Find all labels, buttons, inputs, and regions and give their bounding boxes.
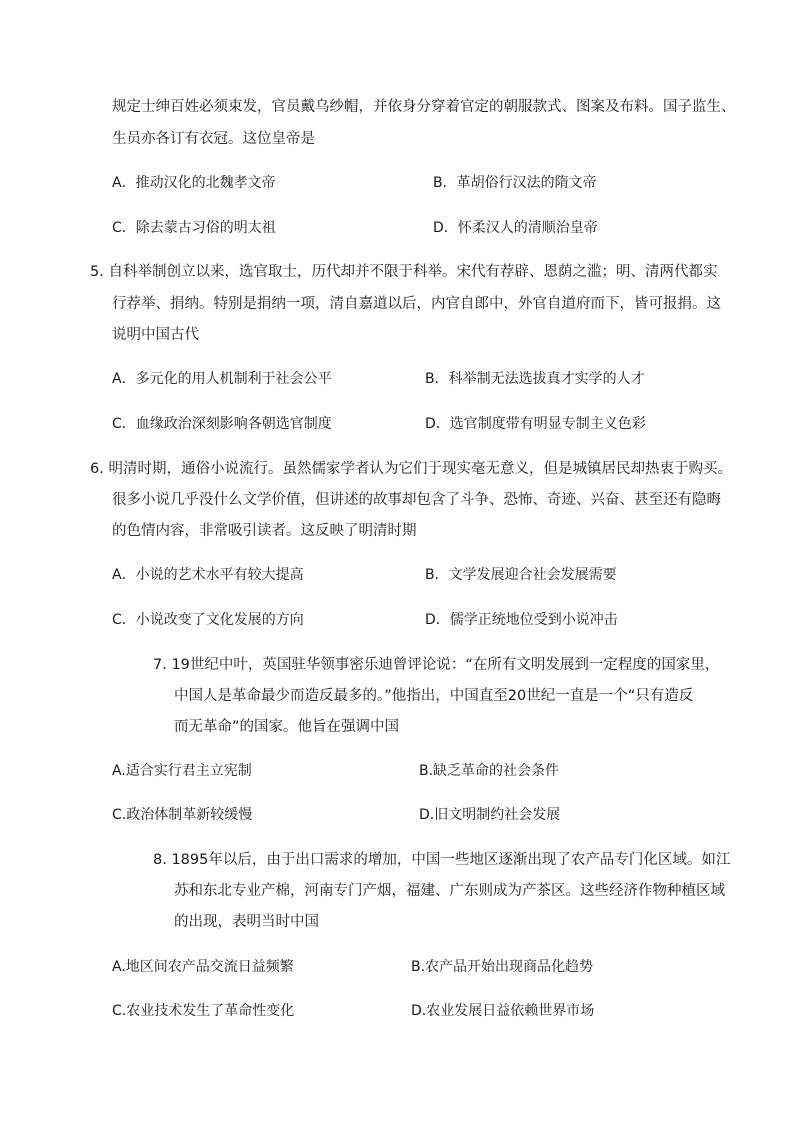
q8-option-c: C.农业技术发生了革命性变化 (112, 1003, 295, 1019)
q5-option-b: B．科举制无法选拔真才实学的人才 (425, 371, 645, 387)
q8-option-d: D.农业发展日益依赖世界市场 (411, 1003, 595, 1019)
q6-stem-line-1: 6. 明清时期，通俗小说流行。虽然儒家学者认为它们于现实毫无意义，但是城镇居民却热衷于购买。 (90, 461, 732, 477)
q8-option-b: B.农产品开始出现商品化趋势 (411, 959, 594, 975)
q7-option-c: C.政治体制革新较缓慢 (112, 807, 253, 823)
q5-option-d: D．选官制度带有明显专制主义色彩 (425, 416, 646, 432)
q5-stem-line-2: 行荐举、捐纳。特别是捐纳一项，清自嘉道以后，内官自郎中，外官自道府而下，皆可报捐。这 (112, 296, 721, 312)
q6-stem-line-3: 的色情内容，非常吸引读者。这反映了明清时期 (112, 523, 417, 539)
q4-option-d: D．怀柔汉人的清顺治皇帝 (433, 220, 598, 236)
q5-option-a: A．多元化的用人机制利于社会公平 (112, 371, 332, 387)
q7-stem-line-2: 中国人是革命最少而造反最多的。”他指出，中国直至20世纪一直是一个“只有造反 (174, 688, 694, 704)
q4-option-b: B．革胡俗行汉法的隋文帝 (433, 175, 597, 191)
q5-option-c: C．血缘政治深刻影响各朝选官制度 (112, 416, 332, 432)
q8-stem-line-1: 8. 1895年以后，由于出口需求的增加，中国一些地区逐渐出现了农产品专门化区域。如江 (153, 852, 731, 868)
q6-option-c: C．小说改变了文化发展的方向 (112, 612, 304, 628)
q7-option-a: A.适合实行君主立宪制 (112, 763, 252, 779)
q5-stem-line-1: 5. 自科举制创立以来，选官取士，历代却并不限于科举。宋代有荐辟、恩荫之滥；明、清两代都实 (90, 264, 718, 280)
q5-stem-line-3: 说明中国古代 (112, 327, 199, 343)
q8-option-a: A.地区间农产品交流日益频繁 (112, 959, 294, 975)
q8-stem-line-2: 苏和东北专业产棉，河南专门产烟，福建、广东则成为产茶区。这些经济作物种植区域 (174, 883, 725, 899)
q6-option-a: A．小说的艺术水平有较大提高 (112, 567, 304, 583)
q4-option-a: A．推动汉化的北魏孝文帝 (112, 175, 276, 191)
q7-stem-line-1: 7. 19世纪中叶，英国驻华领事密乐迪曾评论说：“在所有文明发展到一定程度的国家里， (153, 657, 720, 673)
q8-stem-line-3: 的出现，表明当时中国 (174, 914, 319, 930)
q7-stem-line-3: 而无革命”的国家。他旨在强调中国 (174, 719, 400, 735)
q6-option-d: D．儒学正统地位受到小说冲击 (425, 612, 618, 628)
q7-option-b: B.缺乏革命的社会条件 (419, 763, 560, 779)
q6-stem-line-2: 很多小说几乎没什么文学价值，但讲述的故事却包含了斗争、恐怖、奇迹、兴奋、甚至还有隐晦 (112, 492, 721, 508)
q6-option-b: B．文学发展迎合社会发展需要 (425, 567, 617, 583)
q7-option-d: D.旧文明制约社会发展 (419, 807, 561, 823)
q4-stem-line-1: 规定士绅百姓必须束发，官员戴乌纱帽，并依身分穿着官定的朝服款式、图案及布料。国子监生、 (112, 99, 736, 115)
q4-stem-line-2: 生员亦各订有衣冠。这位皇帝是 (112, 131, 315, 147)
q4-option-c: C．除去蒙古习俗的明太祖 (112, 220, 276, 236)
